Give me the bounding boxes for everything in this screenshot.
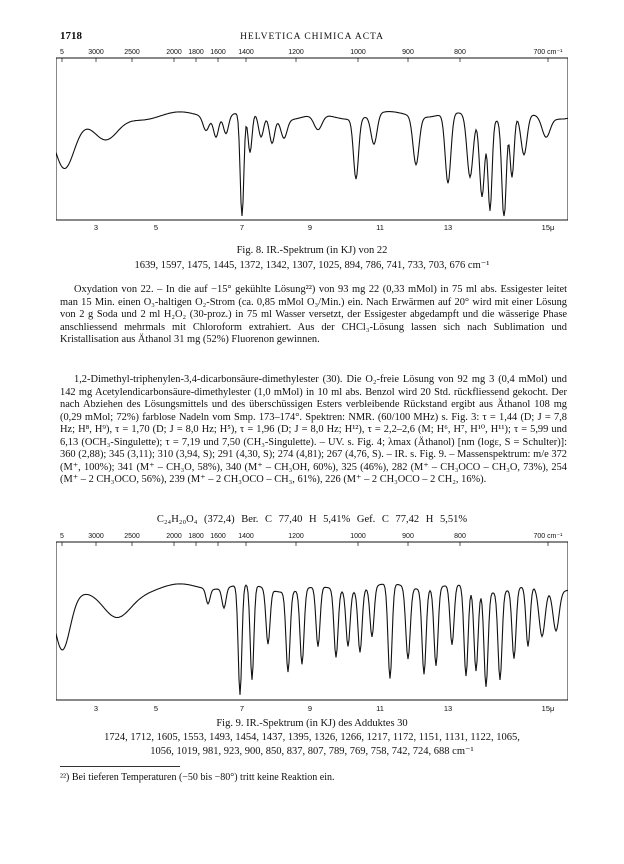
- axis-tick-label: 5: [60, 533, 64, 540]
- axis-tick-label: 7: [239, 223, 245, 232]
- elemental-analysis: C₂₄H₂₀O₄ (372,4) Ber. C 77,40 H 5,41% Gef. C 77,42 H 5,51%: [156, 514, 468, 525]
- ir-spectrum-fig8: [56, 44, 568, 234]
- axis-tick-label: 3000: [88, 533, 104, 540]
- journal-title: HELVETICA CHIMICA ACTA: [240, 32, 384, 42]
- axis-tick-label: 2500: [124, 49, 140, 56]
- axis-tick-label: 1600: [210, 533, 226, 540]
- axis-tick-label: 900: [402, 49, 414, 56]
- axis-tick-label: 700 cm⁻¹: [533, 49, 563, 56]
- axis-tick-label: 700 cm⁻¹: [533, 533, 563, 540]
- axis-tick-label: 1000: [350, 49, 366, 56]
- paragraph-compound-30-text: 1,2-Dimethyl-triphenylen-3,4-dicarbonsäure-dimethylester (30). Die O₂-freie Lösung von 92 mg 3 (0,4 mMol) und 142 mg Acetylendicarbonsäure-dimethylester (1,0 mMol) in 10 ml abs. Benzol wird 20 Std. rückfliessend gekocht. Der nach Abziehen des Lösungsmittels und des überschüssigen Esters verbleibende Rückstand ergibt aus Äthanol 108 mg (0,29 mMol; 72%) farblose Nadeln vom Smp. 173–174°. Spektren: NMR. (60/100 MHz) s. Fig. 3: τ = 1,44 (D; J = 7,8 Hz; H⁸, H⁹), τ = 1,70 (D; J = 8,0 Hz; H⁵), τ = 1,96 (D; J = 8,0 Hz; H¹²), τ = 2,2–2,6 (M; H⁶, H⁷, H¹⁰, H¹¹); τ = 5,99 und 6,13 (OCH₃-Singulette); τ = 7,19 und 7,50 (CH₃-Singulette). – UV. s. Fig. 4; λmax (Äthanol) [nm (logε, S = Schulter)]: 360 (2,88); 345 (3,11); 310 (3,94, S); 291 (4,30, S); 274 (4,81); 267 (4,76, S). – IR. s. Fig. 9. – Massenspektrum: m/e 372 (M⁺, 100%); 341 (M⁺ – CH₃O, 58%), 340 (M⁺ – CH₃OH, 60%), 325 (46%), 282 (M⁺ – CH₃OCO – CH₃O, 73%), 254 (M⁺ – 2 CH₃OCO, 56%), 239 (M⁺ – 2 CH₃OCO – CH₃, 61%), 226 (M⁺ – 2 CH₃OCO – 2 CH₂, 16%).: [60, 374, 567, 486]
- axis-tick-label: 5: [153, 704, 159, 713]
- fig9-peaks-line1: 1724, 1712, 1605, 1553, 1493, 1454, 1437, 1395, 1326, 1266, 1217, 1172, 1151, 1131, 1122, 1065,: [104, 732, 520, 743]
- axis-tick-label: 1400: [238, 533, 254, 540]
- footnote-rule: [60, 766, 180, 767]
- page-number: 1718: [60, 30, 82, 42]
- axis-tick-label: 1800: [188, 533, 204, 540]
- axis-tick-label: 1200: [288, 533, 304, 540]
- footnote-22: ²²) Bei tieferen Temperaturen (−50 bis −80°) tritt keine Reaktion ein.: [60, 772, 335, 783]
- axis-tick-label: 1800: [188, 49, 204, 56]
- axis-tick-label: 1000: [350, 533, 366, 540]
- ir-spectrum-fig9-plot: [56, 528, 568, 714]
- fig8-caption: Fig. 8. IR.-Spektrum (in KJ) von 22: [236, 245, 388, 256]
- axis-tick-label: 9: [307, 223, 313, 232]
- axis-tick-label: 15μ: [541, 704, 555, 713]
- axis-tick-label: 1200: [288, 49, 304, 56]
- axis-tick-label: 2500: [124, 533, 140, 540]
- axis-tick-label: 11: [376, 704, 384, 713]
- paragraph-compound-30: [60, 374, 567, 487]
- paragraph-oxydation-text: Oxydation von 22. – In die auf −15° gekühlte Lösung²²) von 93 mg 22 (0,33 mMol) in 75 ml abs. Essigester leitet man 15 Min. einen O₃-haltigen O₂-Strom (ca. 0,85 mMol O₃/Min.) ein. Nach Erwärmen auf 20° wird mit einer Lösung von 2 g Soda und 2 ml H₂O₂ (30-proz.) in 75 ml Wasser versetzt, der Essigester abgedampft und die wässerige Phase anschliessend mehrmals mit Chloroform extrahiert. Aus der CHCl₃-Lösung lassen sich nach Sublimation und Kristallisation aus Äthanol 31 mg (52%) Fluorenon gewinnen.: [60, 284, 567, 346]
- axis-tick-label: 3: [93, 223, 99, 232]
- axis-tick-label: 11: [376, 223, 384, 232]
- axis-tick-label: 7: [239, 704, 245, 713]
- fig8-peaks: 1639, 1597, 1475, 1445, 1372, 1342, 1307, 1025, 894, 786, 741, 733, 703, 676 cm⁻¹: [134, 260, 490, 271]
- axis-tick-label: 15μ: [541, 223, 555, 232]
- axis-tick-label: 9: [307, 704, 313, 713]
- axis-tick-label: 13: [443, 223, 453, 232]
- axis-tick-label: 1600: [210, 49, 226, 56]
- ir-spectrum-fig8-plot: [56, 44, 568, 234]
- axis-tick-label: 2000: [166, 533, 182, 540]
- axis-tick-label: 900: [402, 533, 414, 540]
- axis-tick-label: 3: [93, 704, 99, 713]
- axis-tick-label: 1400: [238, 49, 254, 56]
- paragraph-oxydation: [60, 284, 567, 347]
- axis-tick-label: 3000: [88, 49, 104, 56]
- axis-tick-label: 800: [454, 49, 466, 56]
- axis-tick-label: 800: [454, 533, 466, 540]
- ir-spectrum-fig9: [56, 528, 568, 714]
- axis-tick-label: 2000: [166, 49, 182, 56]
- axis-tick-label: 5: [153, 223, 159, 232]
- axis-tick-label: 5: [60, 49, 64, 56]
- fig9-caption: Fig. 9. IR.-Spektrum (in KJ) des Adduktes 30: [216, 718, 408, 729]
- fig9-peaks-line2: 1056, 1019, 981, 923, 900, 850, 837, 807, 789, 769, 758, 742, 724, 688 cm⁻¹: [150, 746, 474, 757]
- axis-tick-label: 13: [443, 704, 453, 713]
